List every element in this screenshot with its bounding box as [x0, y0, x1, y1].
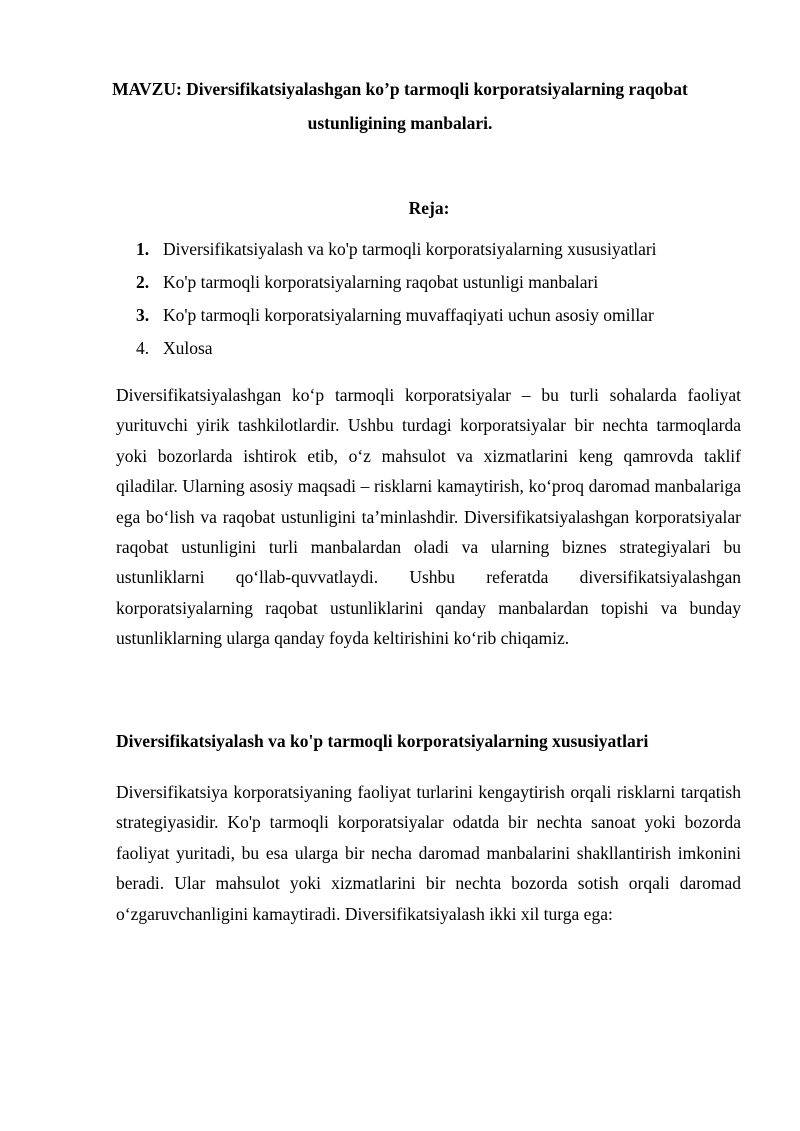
plan-item-number: 2.	[136, 272, 150, 292]
plan-item-number: 3.	[136, 305, 150, 325]
document-title: MAVZU: Diversifikatsiyalashgan ko’p tarmoqli korporatsiyalarning raqobat ustunligining manbalari.	[112, 79, 688, 133]
plan-item	[136, 299, 657, 332]
section-heading: Diversifikatsiyalash va ko'p tarmoqli korporatsiyalarning xususiyatlari	[116, 731, 649, 751]
plan-item-text: Ko'p tarmoqli korporatsiyalarning muvaffaqiyati uchun asosiy omillar	[163, 305, 654, 325]
plan-item	[136, 266, 657, 299]
plan-item-number: 4.	[136, 338, 150, 358]
plan-item-text: Ko'p tarmoqli korporatsiyalarning raqobat ustunligi manbalari	[163, 272, 599, 292]
plan-heading: Reja:	[408, 198, 450, 218]
plan-item-text: Diversifikatsiyalash va ko'p tarmoqli korporatsiyalarning xususiyatlari	[163, 239, 657, 259]
intro-paragraph: Diversifikatsiyalashgan ko‘p tarmoqli korporatsiyalar – bu turli sohalarda faoliyat yurituvchi yirik tashkilotlardir. Ushbu turdagi korporatsiyalar bir nechta tarmoqlarda yoki bozorlarda ishtirok etib, o‘z mahsulot va xizmatlarini keng qamrovda taklif qiladilar. Ularning asosiy maqsadi – risklarni kamaytirish, ko‘proq daromad manbalariga ega bo‘lish va raqobat ustunligini ta’minlashdir. Diversifikatsiyalashgan korporatsiyalar raqobat ustunligini turli manbalardan oladi va ularning biznes strategiyalari bu ustunliklarni qo‘llab-quvvatlaydi. Ushbu referatda diversifikatsiyalashgan korporatsiyalarning raqobat ustunliklarini qanday manbalardan topishi va bunday ustunliklarning ularga qanday foyda keltirishini ko‘rib chiqamiz.	[116, 385, 741, 649]
plan-item	[136, 233, 657, 266]
plan-item-number: 1.	[136, 239, 150, 259]
plan-list	[136, 233, 657, 365]
plan-item-text: Xulosa	[163, 338, 213, 358]
plan-item	[136, 332, 657, 365]
section-paragraph: Diversifikatsiya korporatsiyaning faoliyat turlarini kengaytirish orqali risklarni tarqatish strategiyasidir. Ko'p tarmoqli korporatsiyalar odatda bir nechta sanoat yoki bozorda faoliyat yuritadi, bu esa ularga bir necha daromad manbalarini shakllantirish imkonini beradi. Ular mahsulot yoki xizmatlarini bir nechta bozorda sotish orqali daromad o‘zgaruvchanligini kamaytiradi. Diversifikatsiyalash ikki xil turga ega:	[116, 782, 741, 924]
